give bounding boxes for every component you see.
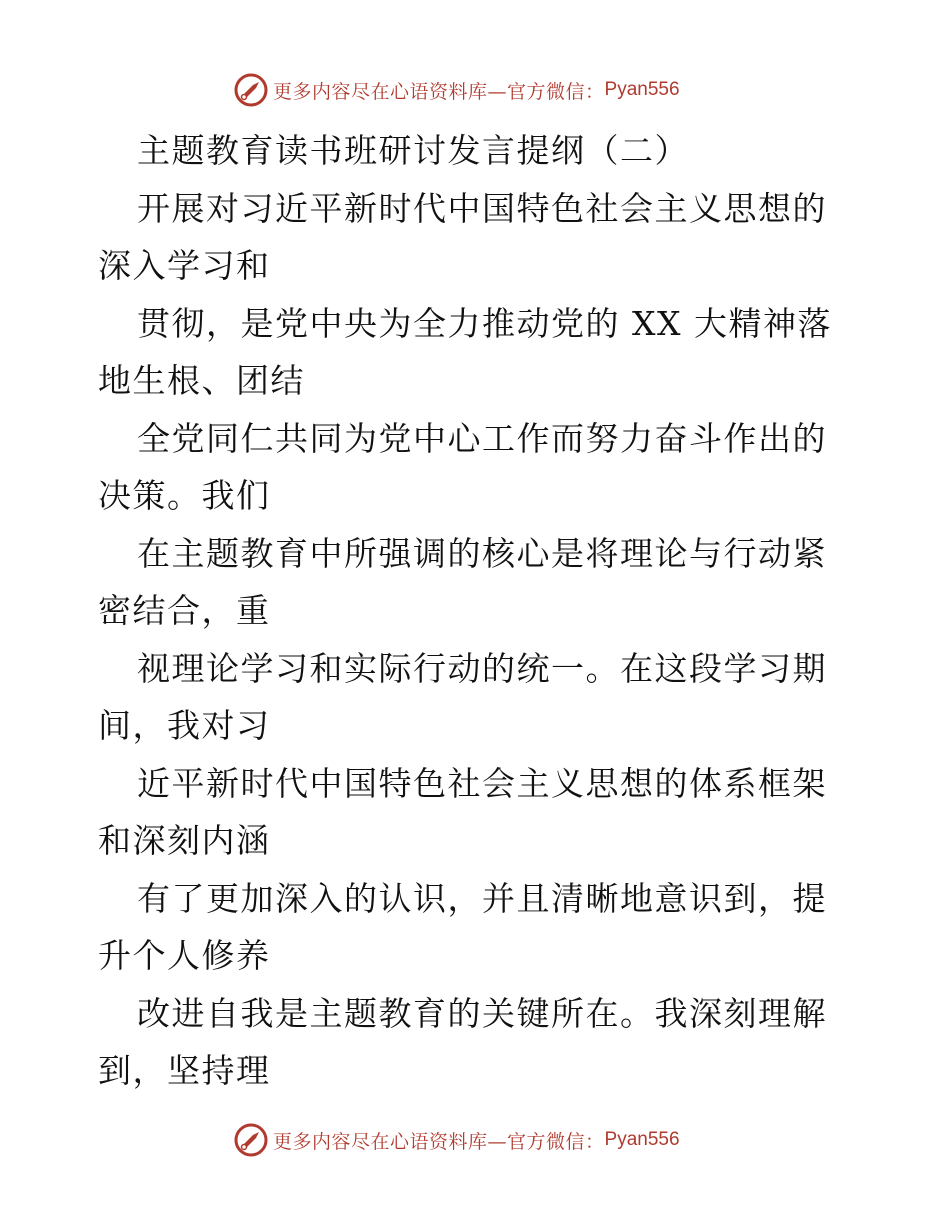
banner-text: 更多内容尽在心语资料库—官方微信： [273,80,605,103]
footer-banner [233,1122,680,1158]
paragraph-line [98,755,858,870]
line-text: 全党同仁共同为党中心工作而努力奋斗作出的决 [98,418,827,515]
wechat-id: Pyan556 [604,79,680,100]
line-text: 开展对习近平新时代中国特色社会主义思想的深 [98,188,827,285]
line-continuation: 入学习和 [132,246,271,285]
line-continuation: 结合，重 [132,591,271,630]
brand-logo-icon [233,1122,269,1158]
paragraph-line [98,525,858,640]
paragraph-line [98,410,858,525]
line-text: 改进自我是主题教育的关键所在。我深刻理解 [137,993,827,1033]
title-text: 主题教育读书班研讨发言提纲（二） [137,131,689,170]
line-text: 在主题教育中所强调的核心是将理论与行动紧密 [98,533,827,630]
line-continuation: 策。我们 [132,476,271,515]
wechat-id: Pyan556 [604,1129,680,1150]
paragraph-line [98,985,858,1100]
document-body [98,122,858,1100]
paragraph-line [98,870,858,985]
brand-logo-icon [233,72,269,108]
banner-text: 更多内容尽在心语资料库—官方微信： [273,1130,605,1153]
document-title [98,122,858,180]
line-continuation: 深刻内涵 [132,821,271,860]
line-text: 近平新时代中国特色社会主义思想的体系框架和 [98,763,827,860]
header-banner [233,72,680,108]
line-continuation: 生根、团结 [132,361,305,400]
paragraph-line [98,295,858,410]
line-text: 视理论学习和实际行动的统一。在这段学习期 [137,648,827,688]
line-continuation: 到，坚持理 [98,1051,271,1090]
paragraph-line [98,180,858,295]
paragraph-line [98,640,858,755]
line-continuation: 个人修养 [132,936,271,975]
line-text: 贯彻，是党中央为全力推动党的 XX 大精神落地 [98,303,832,400]
line-text: 有了更加深入的认识，并且清晰地意识到，提升 [98,878,827,975]
line-continuation: 间，我对习 [98,706,271,745]
